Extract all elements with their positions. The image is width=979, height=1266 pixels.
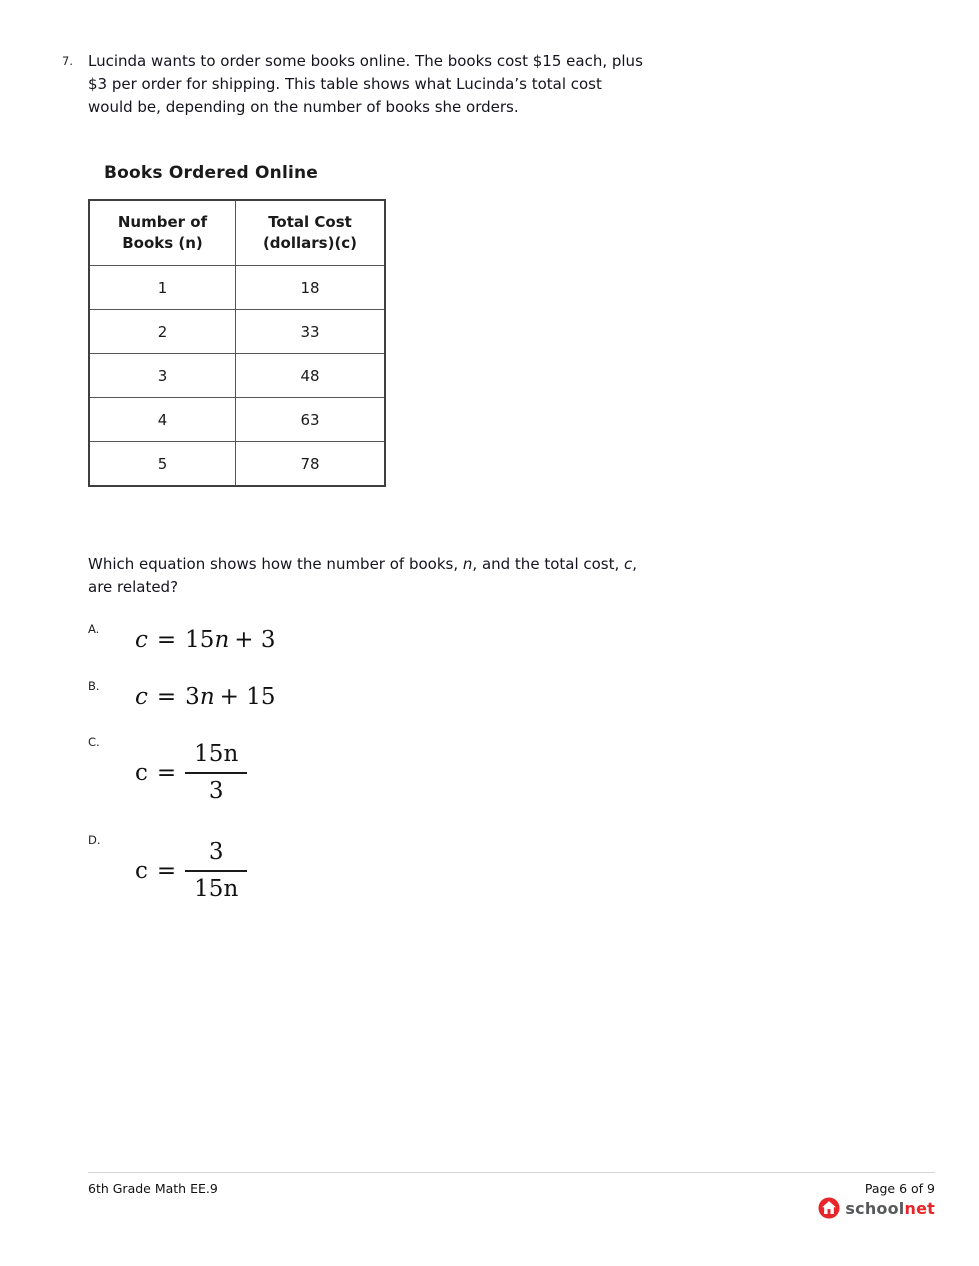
table-cell-n: 4	[89, 398, 236, 442]
variable-n: n	[462, 555, 473, 573]
frac-numerator: 3	[208, 839, 224, 865]
eq-equals: =	[156, 759, 177, 786]
eq-coef: 15	[185, 627, 215, 653]
footer-page-number: Page 6 of 9	[864, 1181, 935, 1196]
brand-school-text: school	[845, 1198, 905, 1218]
eq-lhs: c	[135, 627, 148, 653]
prompt-part: ,	[632, 555, 638, 573]
question-text-line: Lucinda wants to order some books online. The books cost $15 each, plus	[88, 52, 643, 70]
choice-c-equation	[135, 740, 247, 806]
house-icon	[818, 1197, 840, 1219]
table-row	[89, 398, 385, 442]
eq-lhs: c	[135, 759, 148, 786]
schoolnet-logo	[818, 1197, 935, 1219]
choice-d-label: D.	[88, 833, 101, 847]
variable-c: c	[624, 555, 633, 573]
frac-numerator	[185, 740, 247, 769]
table-cell-n: 2	[89, 310, 236, 354]
header-line: Number of	[117, 213, 208, 231]
table-cell-c: 78	[236, 442, 386, 487]
question-text-line: would be, depending on the number of books she orders.	[88, 98, 519, 116]
eq-var: n	[223, 741, 239, 767]
header-line: Books (n)	[122, 234, 203, 252]
table-cell-n: 3	[89, 354, 236, 398]
table-cell-c: 33	[236, 310, 386, 354]
table-cell-c: 18	[236, 266, 386, 310]
table-cell-n: 5	[89, 442, 236, 487]
choice-d-equation	[135, 838, 247, 904]
eq-var: n	[199, 684, 215, 710]
eq-var: n	[214, 627, 230, 653]
fraction	[185, 740, 247, 806]
frac-denominator: 3	[208, 777, 224, 804]
eq-equals: =	[156, 684, 177, 710]
footer-divider	[88, 1172, 935, 1173]
brand-wordmark	[845, 1199, 935, 1218]
table-cell-n: 1	[89, 266, 236, 310]
table-cell-c: 63	[236, 398, 386, 442]
table-title: Books Ordered Online	[104, 163, 319, 183]
prompt-part: Which equation shows how the number of books,	[88, 555, 463, 573]
footer-course-label: 6th Grade Math EE.9	[88, 1181, 218, 1196]
fraction-bar	[185, 870, 247, 872]
table-row	[89, 354, 385, 398]
fraction	[185, 838, 247, 904]
eq-coef: 15	[194, 875, 224, 902]
question-number: 7.	[62, 54, 73, 68]
prompt-line	[88, 553, 868, 576]
fraction-bar	[185, 772, 247, 774]
question-text-line: $3 per order for shipping. This table shows what Lucinda’s total cost	[88, 75, 602, 93]
books-table	[88, 199, 386, 487]
brand-net-text: net	[904, 1198, 935, 1218]
prompt-text	[88, 553, 868, 599]
table-row	[89, 266, 385, 310]
eq-coef: 3	[185, 684, 200, 710]
table-row	[89, 310, 385, 354]
eq-lhs: c	[135, 684, 148, 710]
eq-coef: 15	[194, 741, 224, 767]
choice-a-equation	[135, 627, 276, 653]
eq-lhs: c	[135, 857, 148, 884]
eq-var: n	[223, 875, 239, 902]
header-line: Total Cost	[268, 213, 352, 231]
table-header-cost	[236, 200, 386, 266]
choice-a-label: A.	[88, 622, 100, 636]
table-header-row	[89, 200, 385, 266]
table-row	[89, 442, 385, 487]
eq-equals: =	[156, 857, 177, 884]
eq-tail: + 3	[234, 627, 276, 653]
header-line: (dollars)(c)	[262, 234, 358, 252]
table-cell-c: 48	[236, 354, 386, 398]
eq-equals: =	[156, 627, 177, 653]
table-header-books	[89, 200, 236, 266]
choice-b-label: B.	[88, 679, 100, 693]
prompt-part: , and the total cost,	[472, 555, 625, 573]
choice-c-label: C.	[88, 735, 100, 749]
choice-b-equation	[135, 684, 276, 710]
prompt-line: are related?	[88, 578, 179, 596]
question-text	[88, 50, 868, 119]
frac-denominator	[185, 875, 247, 904]
eq-tail: + 15	[219, 684, 276, 710]
